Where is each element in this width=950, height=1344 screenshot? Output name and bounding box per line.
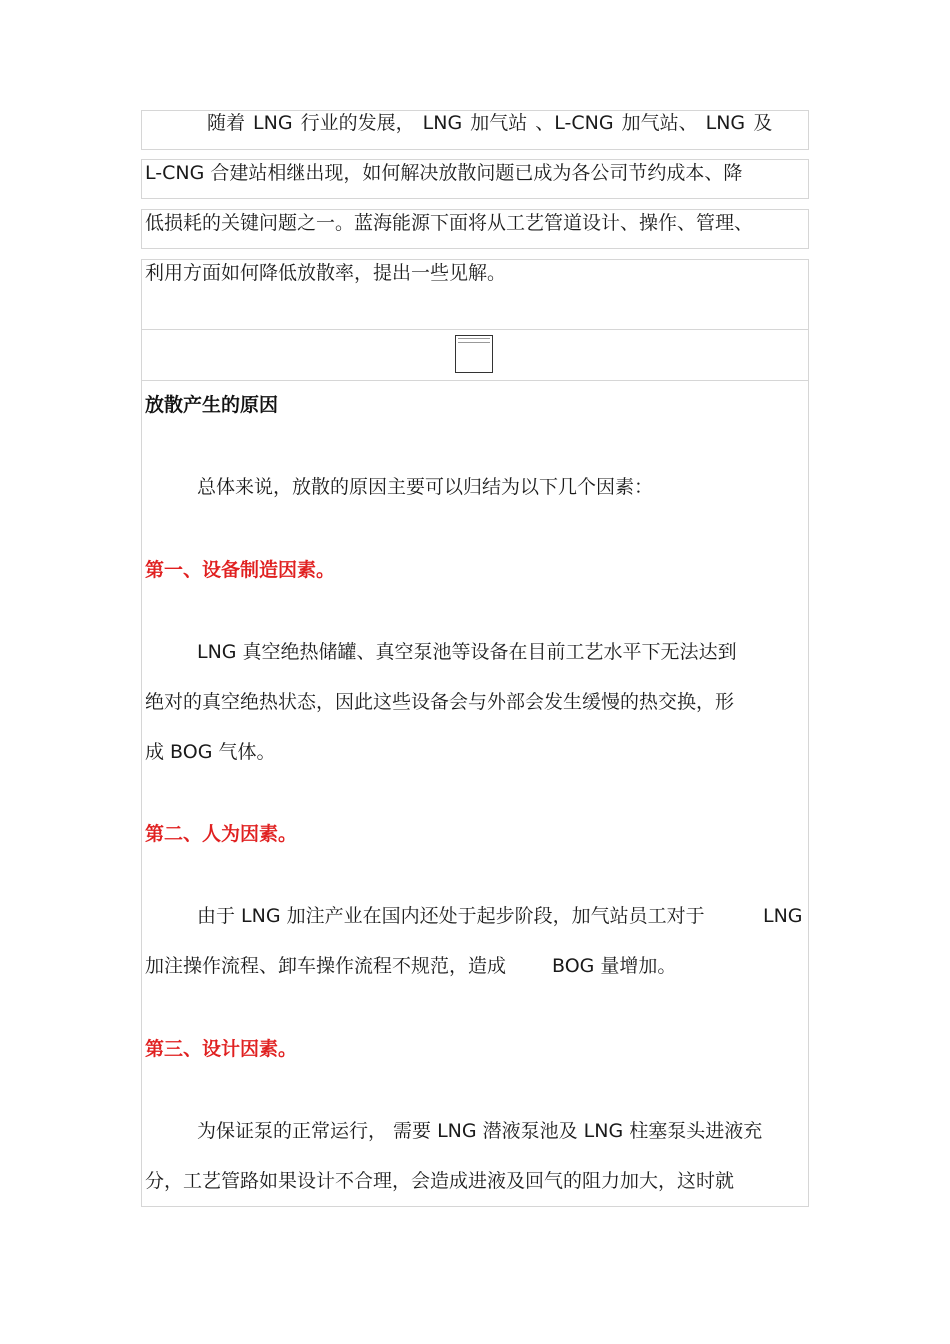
factor-2-line-2a: 加注操作流程、卸车操作流程不规范，造成 [145,955,507,977]
section-heading-reasons: 放散产生的原因 [145,394,279,416]
factor-2-line-1a: 由于 LNG 加注产业在国内还处于起步阶段，加气站员工对于 [197,905,705,927]
factor-3-line-1: 为保证泵的正常运行， 需要 LNG 潜液泵池及 LNG 柱塞泵头进液充 [197,1120,763,1142]
intro-line-4: 利用方面如何降低放散率，提出一些见解。 [145,262,507,284]
factor-1-line-2: 绝对的真空绝热状态，因此这些设备会与外部会发生缓慢的热交换，形 [145,691,735,713]
factor-1-line-3: 成 BOG 气体。 [145,741,276,763]
factor-1-heading: 第一、设备制造因素。 [145,559,336,581]
factor-2-heading: 第二、人为因素。 [145,823,298,845]
intro-line-2: L-CNG 合建站相继出现，如何解决放散问题已成为各公司节约成本、降 [145,162,743,184]
intro-line-1: 随着 LNG 行业的发展， LNG 加气站 、L-CNG 加气站、 LNG 及 [207,112,773,134]
reasons-summary: 总体来说，放散的原因主要可以归结为以下几个因素： [197,476,654,498]
body-frame [141,380,809,1207]
factor-2-line-1b: LNG [763,905,803,927]
embedded-image-placeholder [455,335,493,373]
image-thumbnail-lines [458,338,490,343]
factor-3-heading: 第三、设计因素。 [145,1038,298,1060]
factor-3-line-2: 分，工艺管路如果设计不合理，会造成进液及回气的阻力加大，这时就 [145,1170,735,1192]
factor-2-line-2b: BOG 量增加。 [552,955,677,977]
intro-line-3: 低损耗的关键问题之一。蓝海能源下面将从工艺管道设计、操作、管理、 [145,212,754,234]
factor-1-line-1: LNG 真空绝热储罐、真空泵池等设备在目前工艺水平下无法达到 [197,641,737,663]
